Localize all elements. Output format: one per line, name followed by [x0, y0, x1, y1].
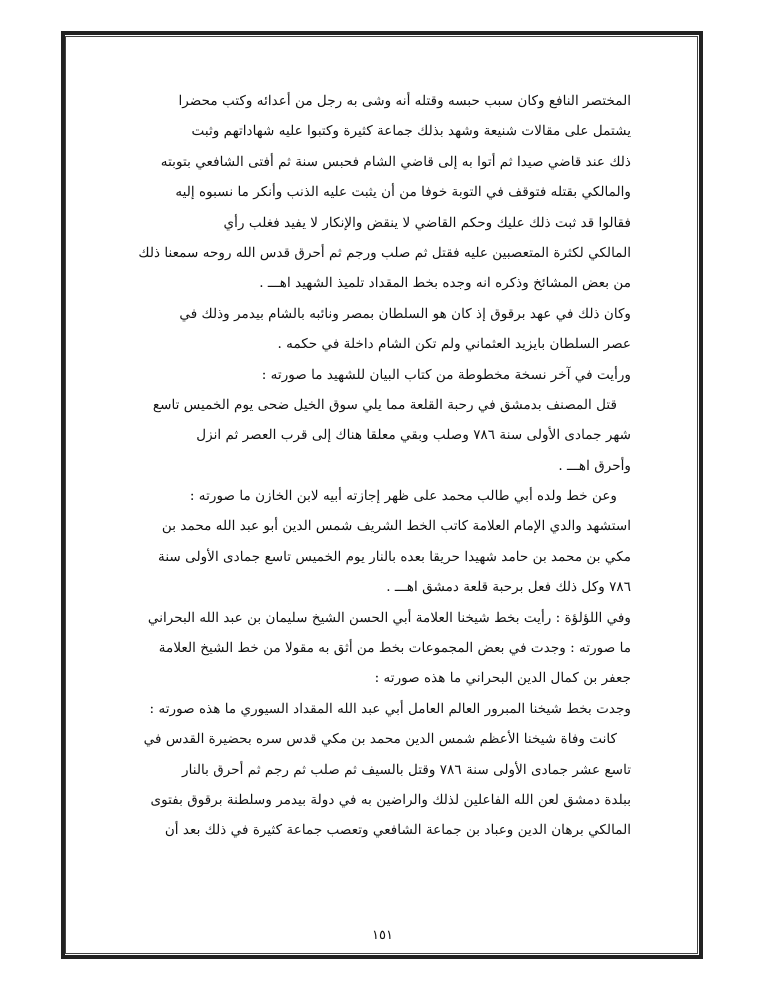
text-line: وكان ذلك في عهد برقوق إذ كان هو السلطان بمصر ونائبه بالشام بيدمر وذلك في: [179, 305, 631, 322]
text-line: كانت وفاة شيخنا الأعظم شمس الدين محمد بن مكي قدس سره بحضيرة القدس في: [143, 731, 617, 748]
text-line: عصر السلطان بايزيد العثماني ولم تكن الشام داخلة في حكمه .: [277, 336, 631, 353]
text-line: من بعض المشائخ وذكره انه وجده بخط المقداد تلميذ الشهيد اهـــ .: [259, 275, 631, 292]
text-line: ٧٨٦ وكل ذلك فعل برحبة قلعة دمشق اهـــ .: [386, 579, 631, 596]
text-line: ما صورته : وجدت في بعض المجموعات بخط من أثق به مقولا من خط الشيخ العلامة: [158, 640, 631, 657]
page-body: [131, 86, 631, 846]
text-line: ورأيت في آخر نسخة مخطوطة من كتاب البيان للشهيد ما صورته :: [261, 366, 631, 383]
text-line: جعفر بن كمال الدين البحراني ما هذه صورته :: [374, 670, 631, 687]
text-line: المالكي برهان الدين وعباد بن جماعة الشافعي وتعصب جماعة كثيرة في ذلك بعد أن: [164, 822, 631, 839]
text-line: المختصر النافع وكان سبب حبسه وقتله أنه وشى به رجل من أعدائه وكتب محضرا: [178, 93, 631, 109]
text-line: يشتمل على مقالات شنيعة وشهد بذلك جماعة كثيرة وكتبوا عليه شهاداتهم وثبت: [191, 123, 631, 140]
text-line: وفي اللؤلؤة : رأيت بخط شيخنا العلامة أبي الحسن الشيخ سليمان بن عبد الله البحراني: [147, 609, 631, 626]
text-line: ذلك عند قاضي صيدا ثم أتوا به إلى قاضي الشام فحبس سنة ثم أفتى الشافعي بتوبته: [160, 153, 631, 170]
page-number: ١٥١: [372, 928, 393, 943]
text-line: فقالوا قد ثبت ذلك عليك وحكم القاضي لا ينقض والإنكار لا يفيد فغلب رأي: [223, 214, 631, 231]
text-line: والمالكي بقتله فتوقف في التوبة خوفا من أن يثبت عليه الذنب وأنكر ما نسبوه إليه: [175, 184, 631, 201]
text-line: شهر جمادى الأولى سنة ٧٨٦ وصلب وبقي معلقا هناك إلى قرب العصر ثم انزل: [196, 427, 631, 444]
text-line: وجدت بخط شيخنا المبرور العالم العامل أبي عبد الله المقداد السيوري ما هذه صورته :: [149, 700, 631, 717]
text-line: وأحرق اهـــ .: [558, 457, 631, 474]
text-line: قتل المصنف بدمشق في رحبة القلعة مما يلي سوق الخيل ضحى يوم الخميس تاسع: [152, 396, 617, 413]
text-line: وعن خط ولده أبي طالب محمد على ظهر إجازته أبيه لابن الخازن ما صورته :: [189, 488, 617, 505]
text-line: المالكي لكثرة المتعصبين عليه فقتل ثم صلب ورجم ثم أحرق قدس الله روحه سمعنا ذلك: [138, 244, 631, 261]
text-line: مكي بن محمد بن حامد شهيدا حريقا بعده بالنار يوم الخميس تاسع جمادى الأولى سنة: [158, 548, 631, 565]
text-line: استشهد والدي الإمام العلامة كاتب الخط الشريف شمس الدين أبو عبد الله محمد بن: [161, 518, 631, 535]
text-line: تاسع عشر جمادى الأولى سنة ٧٨٦ وقتل بالسيف ثم صلب ثم رجم ثم أحرق بالنار: [182, 761, 631, 778]
text-line: ببلدة دمشق لعن الله الفاعلين لذلك والراضين به في دولة بيدمر وسلطنة برقوق بفتوى: [150, 791, 631, 808]
